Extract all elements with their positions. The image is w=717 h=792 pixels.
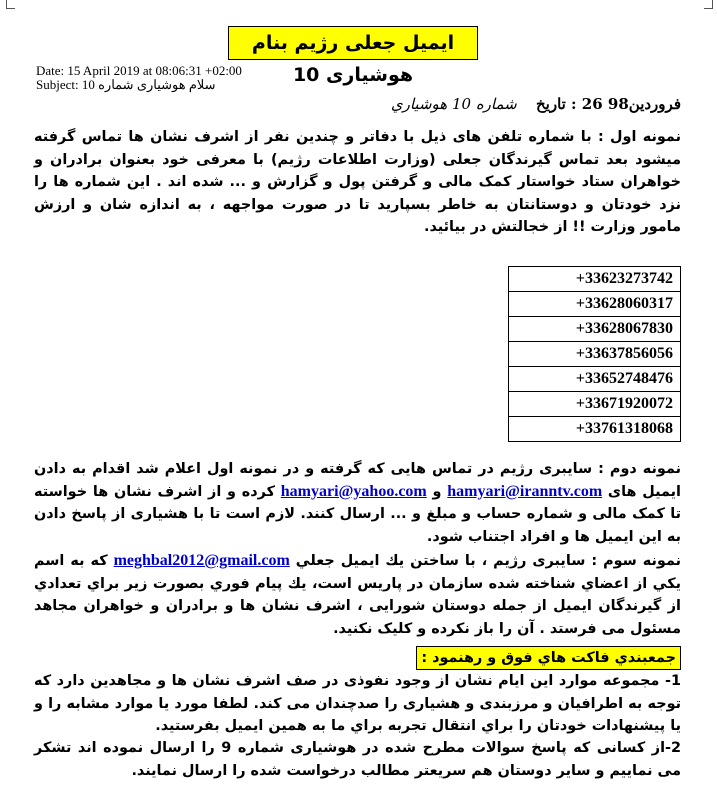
sample-two-rest: کرده و از اشرف نشان ها خواسته تا کمک مالی و شماره حساب و مبلغ و ... ارسال کنند. لازم است تا با هشیاری از پاسخ دادن به این ایمیل ها و افراد اجتناب شود. (34, 483, 681, 545)
document-title: ايميل جعلی رژیم بنام هوشیاری 10 (228, 26, 478, 60)
sample-three-intro: نمونه سوم : سایبری رژیم ، با ساختن يك ايميل جعلي (295, 553, 682, 569)
table-row (509, 392, 681, 417)
phone-number: +33628067830 (509, 317, 681, 342)
sample-one-paragraph: نمونه اول : با شماره تلفن های ذیل با دفاتر و چندین نفر از اشرف نشان ها تماس گرفته میشود بعد تماس گیرندگان جعلی (وزارت اطلاعات رژیم) با معرفی خود بعنوان برادران و خواهران ستاد خواستار کمک مالی و گرفتن پول و گزارش و ... شده اند . این شماره ها را نزد خودتان و دوستانتان به خاطر بسپارید تا در صورت مواجهه ، به اندازه شان و ارزش مامور وزارت !! از خجالتش در بیائید. (34, 129, 681, 235)
table-row (509, 292, 681, 317)
table-row (509, 317, 681, 342)
table-row (509, 417, 681, 442)
issue-header (391, 94, 681, 114)
issue-number: شماره 10 هوشیاري (390, 95, 517, 113)
summary-item-one: 1- مجموعه موارد این ایام نشان از وجود نفوذی در صف اشرف نشان ها و مجاهدین دارد که توجه به اطرافیان و مرزبندی و هشیاری را صدچندان می کند. لطفا مورد یا موارد مشابه را و یا پیشنهادات خودتان را براي انتقال تجربه براي ما به همین ایمیل بفرستید. (34, 673, 681, 734)
email-link-yahoo[interactable]: hamyari@yahoo.com (280, 482, 427, 500)
sample-two-paragraph (34, 458, 681, 548)
summary-heading: جمعبندي فاكت هاي فوق و رهنمود : (416, 646, 681, 670)
phone-number: +33637856056 (509, 342, 681, 367)
summary-item-two: 2-از کسانی که پاسخ سوالات مطرح شده در هوشیاری شماره 9 را ارسال نموده اند تشکر می نماییم و سایر دوستان هم سریعتر مطالب درخواست شده را ارسال نمایند. (34, 740, 681, 779)
page-corner-mark-right (704, 0, 713, 9)
phone-number: +33652748476 (509, 367, 681, 392)
phone-number: +33671920072 (509, 392, 681, 417)
sample-three-paragraph (34, 550, 681, 640)
table-row (509, 367, 681, 392)
email-link-iranntv[interactable]: hamyari@iranntv.com (447, 482, 603, 500)
sample-two-conjunction: و (432, 483, 442, 500)
email-date: Date: 15 April 2019 at 08:06:31 +02:00 (36, 63, 242, 78)
email-subject: Subject: سلام هوشیاری شماره 10 (36, 77, 216, 92)
table-row (509, 342, 681, 367)
phone-number: +33628060317 (509, 292, 681, 317)
sample-three-rest: كه به اسم يكي از اعضاي شناخته شده سازمان در پاريس است، يك پيام فوري بصورت زير براي تعدادي از گيرندگان ایمیل از جمله دوستان شورایی ، اشرف نشان ها و برادران و خواهران مجاهد مسئول می فرستد . آن را باز نکرده و کلیک نکنید. (34, 553, 681, 637)
phone-number-table (508, 266, 681, 442)
page-corner-mark-left (6, 0, 15, 9)
table-row (509, 267, 681, 292)
phone-number: +33761318068 (509, 417, 681, 442)
phone-number: +33623273742 (509, 267, 681, 292)
email-link-gmail[interactable]: meghbal2012@gmail.com (113, 552, 290, 569)
sample-two-intro: نمونه دوم : سایبری رژیم در تماس هایی که گرفته و در نمونه اول اعلام شد اقدام به دادن ایمیل های (34, 461, 681, 500)
issue-date: فروردین98 26 : تاریخ (535, 95, 681, 113)
